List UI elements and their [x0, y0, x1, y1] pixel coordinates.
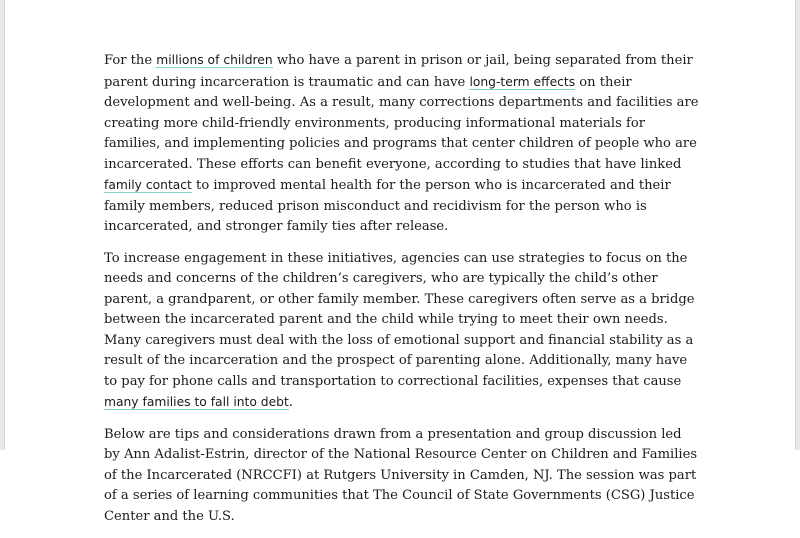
paragraph-3-text-0: Below are tips and considerations drawn from a presentation and group discussion led by Ann Adalist-Estrin, director of the National Resource Center on Children and Families of the Incarcerated (NRCCFI) at Rutgers University in Camden, NJ. The session was part of a series of learning communities that The Council of State Governments (CSG) Justice Center and the U.S.: [104, 426, 698, 524]
paragraph-1-text-2: on their development and well-being. As a result, many corrections departments and facilities are creating more child-friendly environments, producing informational materials for families, and implementing policies and programs that center children of people who are incarcerated. These efforts can benefit everyone, according to studies that have linked: [104, 74, 699, 172]
link-families-fall-into-debt[interactable]: many families to fall into debt: [104, 395, 289, 409]
page-right-edge: [795, 0, 800, 450]
page-left-edge: [0, 0, 5, 450]
paragraph-2-text-0: To increase engagement in these initiatives, agencies can use strategies to focus on the needs and concerns of the children’s caregivers, who are typically the child’s other parent, a grandparent, or other family member. These caregivers often serve as a bridge between the incarcerated parent and the child while trying to meet their own needs. Many caregivers must deal with the loss of emotional support and financial stability as a result of the incarceration and the prospect of parenting alone. Additionally, many have to pay for phone calls and transportation to correctional facilities, expenses that cause: [104, 250, 695, 389]
link-family-contact[interactable]: family contact: [104, 178, 192, 192]
link-long-term-effects[interactable]: long-term effects: [469, 74, 576, 89]
paragraph-1-text-0: For the: [104, 53, 157, 68]
paragraph-2-text-1: .: [288, 395, 293, 410]
paragraph-1-text-3: to improved mental health for the person who is incarcerated and their family members, reduced prison misconduct and recidivism for the person who is incarcerated, and stronger family ties after release.: [104, 178, 671, 234]
link-millions-of-children[interactable]: millions of children: [156, 53, 273, 67]
paragraph-3: [104, 425, 700, 528]
paragraph-1: [104, 50, 700, 238]
article-body: [104, 50, 700, 538]
paragraph-2: [104, 249, 700, 414]
paragraph-1-text-1: who have a parent in prison or jail, being separated from their parent during incarceration is traumatic and can have: [104, 53, 693, 90]
